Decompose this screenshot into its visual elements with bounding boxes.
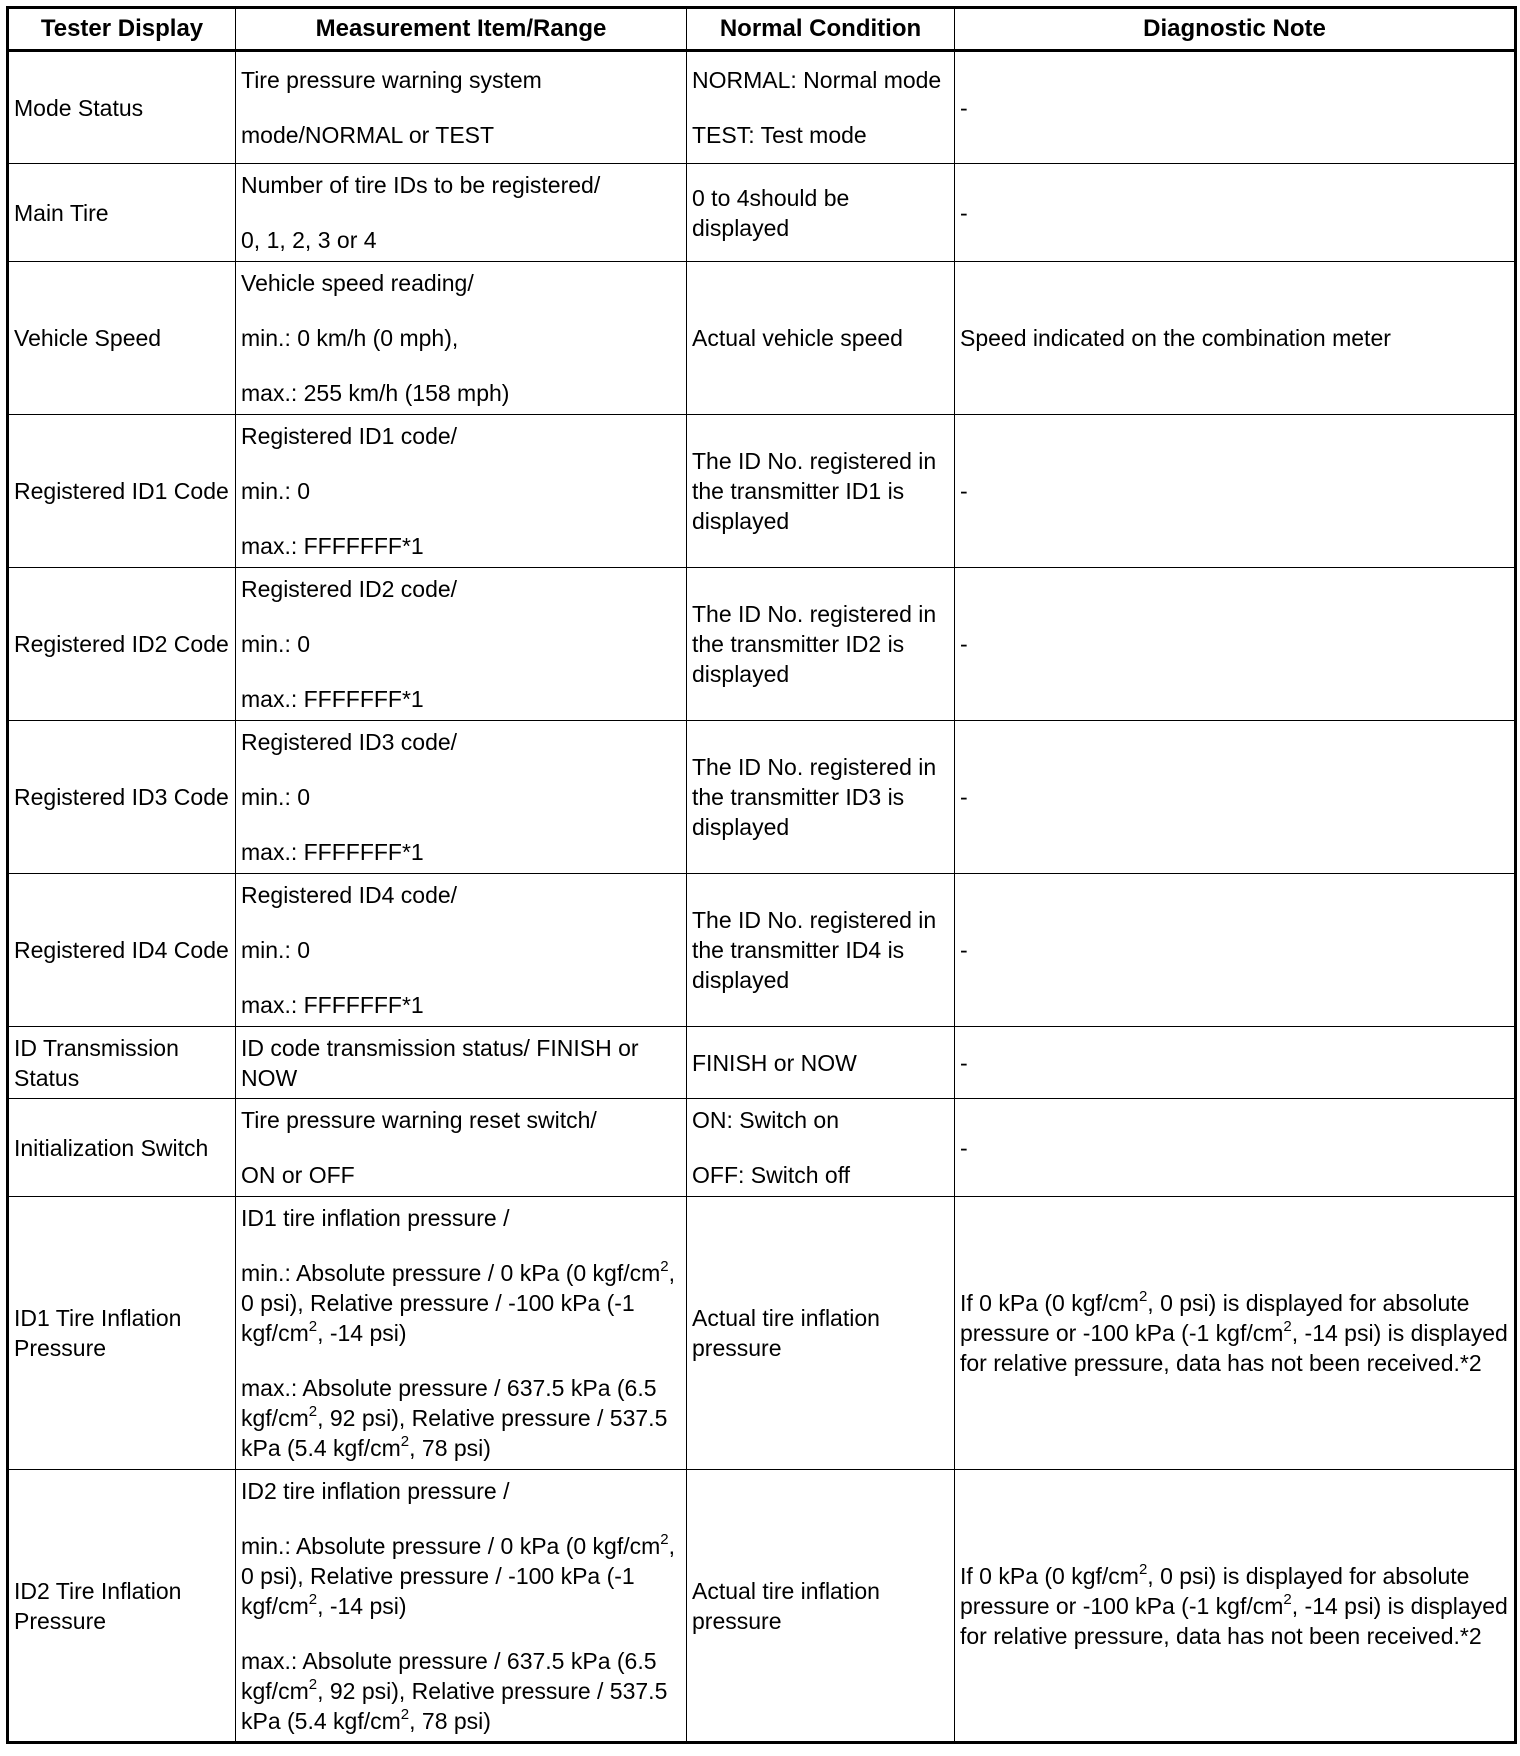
- measurement-range-cell-line: [241, 1531, 681, 1621]
- measurement-range-cell-line: Registered ID4 code/: [241, 882, 458, 908]
- tester-display-cell: ID1 Tire Inflation Pressure: [8, 1197, 236, 1470]
- diagnostic-note-cell: -: [955, 164, 1516, 262]
- measurement-range-cell-line: Registered ID1 code/: [241, 423, 458, 449]
- table-body: [8, 51, 1516, 1743]
- measurement-range-cell-line: min.: 0: [241, 631, 311, 657]
- text-segment: If 0 kPa (0 kgf/cm: [960, 1290, 1139, 1316]
- normal-condition-cell-line: ON: Switch on: [692, 1107, 839, 1133]
- tester-display-cell: ID Transmission Status: [8, 1027, 236, 1099]
- superscript-2: 2: [308, 1403, 318, 1420]
- normal-condition-cell-line: FINISH or NOW: [692, 1049, 857, 1076]
- diagnostic-note-cell: [955, 1470, 1516, 1743]
- header-tester-display: Tester Display: [8, 8, 236, 51]
- text-segment: , 0 psi), Relative pressure / -100 kPa (-1 kgf/cm: [241, 1532, 676, 1619]
- normal-condition-cell-line: OFF: Switch off: [692, 1162, 851, 1188]
- text-segment: , 78 psi): [409, 1707, 491, 1734]
- table-header-row: [8, 8, 1516, 51]
- diagnostic-note-cell: -: [955, 51, 1516, 164]
- superscript-2: 2: [400, 1433, 410, 1450]
- diagnostic-note-cell: -: [955, 1099, 1516, 1197]
- superscript-2: 2: [308, 1675, 318, 1693]
- measurement-range-cell-line: min.: 0: [241, 784, 311, 810]
- text-segment: min.: Absolute pressure / 0 kPa (0 kgf/cm: [241, 1532, 661, 1559]
- measurement-range-cell-line: min.: 0 km/h (0 mph),: [241, 325, 459, 351]
- text-segment: , 78 psi): [409, 1435, 491, 1461]
- normal-condition-cell: [687, 721, 955, 874]
- diagnostic-note-cell: -: [955, 721, 1516, 874]
- data-list-table: [6, 6, 1517, 1744]
- measurement-range-cell: [236, 1470, 687, 1743]
- superscript-2: 2: [308, 1590, 318, 1608]
- superscript-2: 2: [1283, 1590, 1292, 1608]
- text-segment: , 92 psi), Relative pressure / 537.5 kPa (5.4 kgf/cm: [241, 1405, 668, 1461]
- measurement-range-cell: [236, 568, 687, 721]
- superscript-2: 2: [308, 1318, 318, 1335]
- measurement-range-cell-line: Tire pressure warning reset switch/: [241, 1107, 597, 1133]
- table-row: [8, 164, 1516, 262]
- diagnostic-note-cell: -: [955, 874, 1516, 1027]
- measurement-range-cell-line: max.: FFFFFFF*1: [241, 686, 424, 712]
- table-row: [8, 262, 1516, 415]
- measurement-range-cell: [236, 164, 687, 262]
- measurement-range-cell: [236, 721, 687, 874]
- measurement-range-cell: [236, 1099, 687, 1197]
- text-segment: , -14 psi) is displayed for relative pressure, data has not been received.*2: [960, 1320, 1508, 1376]
- measurement-range-cell-line: Number of tire IDs to be registered/: [241, 172, 601, 198]
- diagnostic-note-cell: Speed indicated on the combination meter: [955, 262, 1516, 415]
- normal-condition-cell: [687, 262, 955, 415]
- text-segment: min.: Absolute pressure / 0 kPa (0 kgf/cm: [241, 1260, 661, 1286]
- table-row: [8, 1027, 1516, 1099]
- measurement-range-cell-line: mode/NORMAL or TEST: [241, 122, 495, 148]
- measurement-range-cell-line: ID2 tire inflation pressure /: [241, 1477, 510, 1504]
- superscript-2: 2: [1138, 1560, 1148, 1578]
- measurement-range-cell: [236, 262, 687, 415]
- tester-display-cell: Mode Status: [8, 51, 236, 164]
- normal-condition-cell-line: TEST: Test mode: [692, 122, 867, 148]
- measurement-range-cell-line: [241, 1646, 681, 1736]
- measurement-range-cell-line: ID1 tire inflation pressure /: [241, 1205, 510, 1231]
- measurement-range-cell: [236, 415, 687, 568]
- superscript-2: 2: [660, 1530, 669, 1548]
- tester-display-cell: ID2 Tire Inflation Pressure: [8, 1470, 236, 1743]
- table-row: [8, 721, 1516, 874]
- normal-condition-cell-line: Actual tire inflation pressure: [692, 1577, 880, 1634]
- normal-condition-cell: [687, 1099, 955, 1197]
- table-row: [8, 1197, 1516, 1470]
- normal-condition-cell-line: The ID No. registered in the transmitter ID3 is displayed: [692, 754, 937, 840]
- measurement-range-cell-line: Vehicle speed reading/: [241, 270, 474, 296]
- tester-display-cell: Registered ID3 Code: [8, 721, 236, 874]
- diagnostic-note-cell: -: [955, 568, 1516, 721]
- normal-condition-cell-line: Actual tire inflation pressure: [692, 1305, 880, 1361]
- measurement-range-cell-line: Registered ID2 code/: [241, 576, 458, 602]
- table-row: [8, 1099, 1516, 1197]
- normal-condition-cell: [687, 1197, 955, 1470]
- measurement-range-cell-line: [241, 1258, 681, 1348]
- text-segment: , -14 psi) is displayed for relative pressure, data has not been received.*2: [960, 1592, 1508, 1649]
- measurement-range-cell-line: Tire pressure warning system: [241, 67, 542, 93]
- table-row: [8, 415, 1516, 568]
- measurement-range-cell-line: Registered ID3 code/: [241, 729, 458, 755]
- table-row: [8, 51, 1516, 164]
- measurement-range-cell: [236, 1197, 687, 1470]
- normal-condition-cell-line: The ID No. registered in the transmitter ID1 is displayed: [692, 448, 937, 534]
- tester-display-cell: Vehicle Speed: [8, 262, 236, 415]
- measurement-range-cell-line: min.: 0: [241, 478, 311, 504]
- text-segment: , 0 psi) is displayed for absolute pressure or -100 kPa (-1 kgf/cm: [960, 1562, 1470, 1619]
- measurement-range-cell-line: max.: FFFFFFF*1: [241, 533, 424, 559]
- normal-condition-cell-line: The ID No. registered in the transmitter ID2 is displayed: [692, 601, 937, 687]
- normal-condition-cell: [687, 874, 955, 1027]
- tester-display-cell: Main Tire: [8, 164, 236, 262]
- measurement-range-cell-line: max.: FFFFFFF*1: [241, 992, 424, 1018]
- text-segment: , -14 psi): [317, 1320, 407, 1346]
- text-segment: , 0 psi) is displayed for absolute pressure or -100 kPa (-1 kgf/cm: [960, 1290, 1470, 1346]
- header-normal-condition: Normal Condition: [687, 8, 955, 51]
- measurement-range-cell-line: ID code transmission status/ FINISH or NOW: [241, 1034, 639, 1091]
- tester-display-cell: Registered ID1 Code: [8, 415, 236, 568]
- normal-condition-cell: [687, 1470, 955, 1743]
- text-segment: max.: Absolute pressure / 637.5 kPa (6.5 kgf/cm: [241, 1647, 657, 1704]
- measurement-range-cell-line: max.: 255 km/h (158 mph): [241, 380, 510, 406]
- tester-display-cell: Registered ID2 Code: [8, 568, 236, 721]
- superscript-2: 2: [1283, 1318, 1292, 1335]
- table-row: [8, 874, 1516, 1027]
- normal-condition-cell-line: Actual vehicle speed: [692, 325, 903, 351]
- measurement-range-cell-line: 0, 1, 2, 3 or 4: [241, 227, 377, 253]
- superscript-2: 2: [1138, 1288, 1148, 1305]
- measurement-range-cell: [236, 51, 687, 164]
- header-diagnostic-note: Diagnostic Note: [955, 8, 1516, 51]
- text-segment: If 0 kPa (0 kgf/cm: [960, 1562, 1139, 1589]
- normal-condition-cell-line: The ID No. registered in the transmitter ID4 is displayed: [692, 907, 937, 993]
- tester-display-cell: Registered ID4 Code: [8, 874, 236, 1027]
- measurement-range-cell-line: max.: FFFFFFF*1: [241, 839, 424, 865]
- text-segment: , 92 psi), Relative pressure / 537.5 kPa (5.4 kgf/cm: [241, 1677, 668, 1734]
- diagnostic-note-cell: -: [955, 415, 1516, 568]
- normal-condition-cell-line: 0 to 4should be displayed: [692, 184, 850, 241]
- text-segment: , 0 psi), Relative pressure / -100 kPa (-1 kgf/cm: [241, 1260, 676, 1346]
- table-row: [8, 568, 1516, 721]
- measurement-range-cell-line: [241, 1373, 681, 1463]
- measurement-range-cell: [236, 874, 687, 1027]
- superscript-2: 2: [660, 1258, 669, 1275]
- diagnostic-note-cell: [955, 1197, 1516, 1470]
- normal-condition-cell: [687, 51, 955, 164]
- tester-display-cell: Initialization Switch: [8, 1099, 236, 1197]
- table-row: [8, 1470, 1516, 1743]
- text-segment: , -14 psi): [317, 1592, 407, 1619]
- measurement-range-cell-line: ON or OFF: [241, 1162, 355, 1188]
- header-measurement-item-range: Measurement Item/Range: [236, 8, 687, 51]
- diagnostic-note-cell: -: [955, 1027, 1516, 1099]
- measurement-range-cell-line: min.: 0: [241, 937, 311, 963]
- normal-condition-cell-line: NORMAL: Normal mode: [692, 67, 942, 93]
- normal-condition-cell: [687, 164, 955, 262]
- normal-condition-cell: [687, 415, 955, 568]
- normal-condition-cell: [687, 1027, 955, 1099]
- text-segment: max.: Absolute pressure / 637.5 kPa (6.5 kgf/cm: [241, 1375, 657, 1431]
- normal-condition-cell: [687, 568, 955, 721]
- measurement-range-cell: [236, 1027, 687, 1099]
- superscript-2: 2: [400, 1705, 410, 1723]
